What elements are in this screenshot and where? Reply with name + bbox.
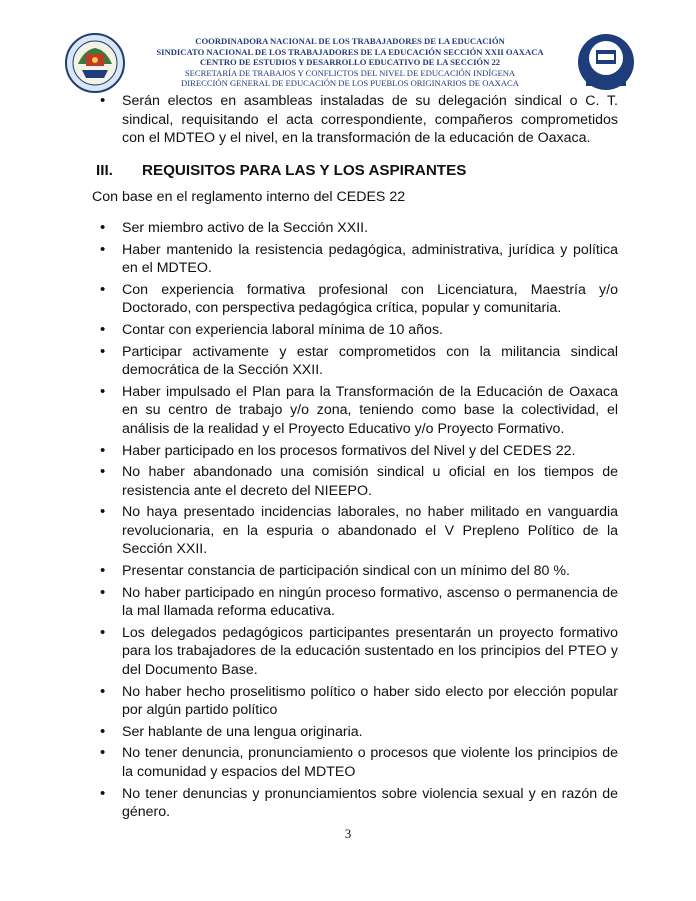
- header-line-5: DIRECCIÓN GENERAL DE EDUCACIÓN DE LOS PUEBLOS ORIGINARIOS DE OAXACA: [181, 78, 519, 89]
- list-item: • No haya presentado incidencias laborales, no haber militado en vanguardia revolucionaria, en la espuria o abandonado el V Prepleno Político de la Sección XXII.: [96, 503, 618, 559]
- list-item: • Contar con experiencia laboral mínima de 10 años.: [96, 321, 618, 340]
- list-item: • Serán electos en asambleas instaladas de su delegación sindical o C. T. sindical, requisitando el acta correspondiente, compañeros comprometidos con el MDTEO y el nivel, en la transformación de la educación de Oaxaca.: [96, 92, 618, 148]
- section-title: REQUISITOS PARA LAS Y LOS ASPIRANTES: [142, 161, 467, 179]
- requirements-list: [96, 219, 618, 822]
- list-item: • Haber mantenido la resistencia pedagógica, administrativa, jurídica y política en el MDTEO.: [96, 241, 618, 278]
- list-item: • No haber participado en ningún proceso formativo, ascenso o permanencia de la mal llamada reforma educativa.: [96, 584, 618, 621]
- section-heading: [96, 162, 618, 181]
- list-item: • Ser miembro activo de la Sección XXII.: [96, 219, 618, 238]
- list-item: • Haber participado en los procesos formativos del Nivel y del CEDES 22.: [96, 442, 618, 461]
- page-number: 3: [344, 826, 352, 841]
- list-item: • Los delegados pedagógicos participantes presentarán un proyecto formativo para los trabajadores de la educación sustentado en los principios del PTEO y del Documento Base.: [96, 624, 618, 680]
- letterhead: [60, 30, 636, 98]
- list-item: • No haber abandonado una comisión sindical u oficial en los tiempos de resistencia ante el decreto del NIEEPO.: [96, 463, 618, 500]
- letterhead-text: [128, 36, 572, 89]
- list-item: • Haber impulsado el Plan para la Transformación de la Educación de Oaxaca en su centro de trabajo y/o zona, teniendo como base la colectividad, el análisis de la realidad y el Proyecto Educativo y/o Proyecto Formativo.: [96, 383, 618, 439]
- section-number: III.: [96, 161, 113, 179]
- list-item: • Presentar constancia de participación sindical con un mínimo del 80 %.: [96, 562, 618, 581]
- list-item: • Ser hablante de una lengua originaria.: [96, 723, 618, 742]
- document-body: [92, 92, 618, 825]
- list-item: • Con experiencia formativa profesional con Licenciatura, Maestría y/o Doctorado, con perspectiva pedagógica crítica, popular y comunitaria.: [96, 281, 618, 318]
- cedes22-logo-icon: [64, 32, 126, 94]
- list-item: • No tener denuncia, pronunciamiento o procesos que violente los principios de la comunidad y espacios del MDTEO: [96, 744, 618, 781]
- header-line-4: SECRETARÍA DE TRABAJOS Y CONFLICTOS DEL NIVEL DE EDUCACIÓN INDÍGENA: [184, 67, 516, 78]
- list-item: • Participar activamente y estar comprometidos con la militancia sindical democrática de la Sección XXII.: [96, 343, 618, 380]
- intro-bullet-list: [96, 92, 618, 148]
- header-line-1: COORDINADORA NACIONAL DE LOS TRABAJADORES DE LA EDUCACIÓN: [195, 36, 505, 46]
- header-line-3: CENTRO DE ESTUDIOS Y DESARROLLO EDUCATIVO DE LA SECCIÓN 22: [199, 57, 501, 68]
- snte-seccion-xxii-logo-icon: [576, 32, 636, 94]
- section-intro: Con base en el reglamento interno del CEDES 22: [92, 189, 406, 206]
- list-item: • No tener denuncias y pronunciamientos sobre violencia sexual y en razón de género.: [96, 785, 618, 822]
- list-item: • No haber hecho proselitismo político o haber sido electo por elección popular por algún partido político: [96, 683, 618, 720]
- header-line-2: SINDICATO NACIONAL DE LOS TRABAJADORES DE LA EDUCACIÓN SECCIÓN XXII OAXACA: [156, 46, 544, 57]
